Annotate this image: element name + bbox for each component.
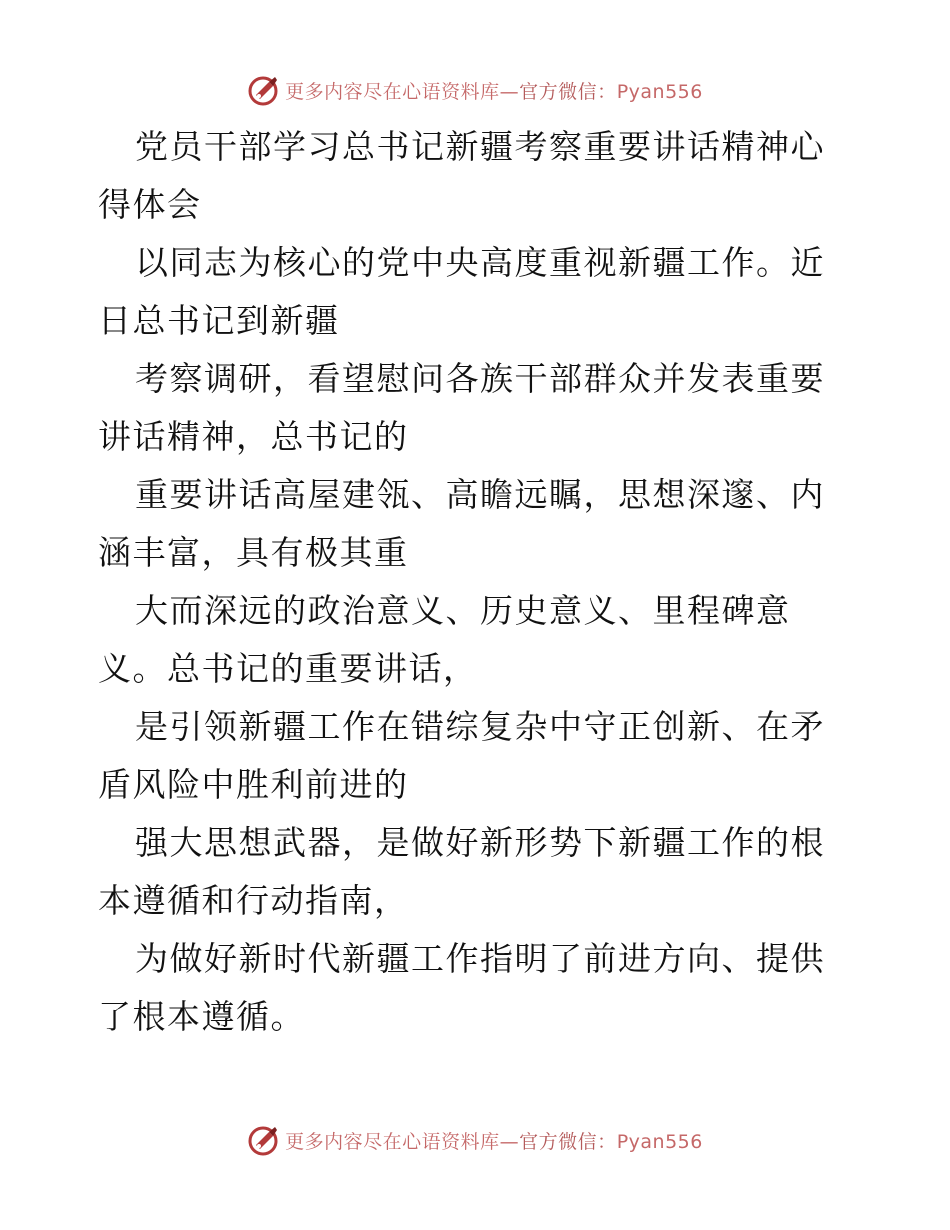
document-paragraph: 以同志为核心的党中央高度重视新疆工作。近日总书记到新疆 [98, 243, 825, 340]
watermark-site-text: 更多内容尽在心语资料库 [285, 80, 500, 103]
watermark-wechat-id: Pyan556 [616, 1130, 703, 1153]
document-title: 党员干部学习总书记新疆考察重要讲话精神心得体会 [98, 127, 825, 224]
watermark-text [285, 77, 703, 104]
document-paragraph: 考察调研，看望慰问各族干部群众并发表重要讲话精神，总书记的 [98, 359, 825, 456]
watermark-separator: — [499, 1130, 520, 1153]
footer-watermark [0, 1120, 950, 1160]
watermark-text [285, 1127, 703, 1154]
document-paragraph: 强大思想武器，是做好新形势下新疆工作的根本遵循和行动指南， [98, 823, 825, 920]
watermark-wechat-id: Pyan556 [616, 80, 703, 103]
header-watermark [0, 70, 950, 110]
watermark-separator: — [499, 80, 520, 103]
document-paragraph: 为做好新时代新疆工作指明了前进方向、提供了根本遵循。 [98, 939, 825, 1036]
pen-logo-icon [247, 73, 281, 107]
document-paragraph: 是引领新疆工作在错综复杂中守正创新、在矛盾风险中胜利前进的 [98, 707, 825, 804]
document-body [98, 118, 858, 1118]
watermark-wechat-label: 官方微信： [519, 80, 617, 103]
document-paragraph: 重要讲话高屋建瓴、高瞻远瞩，思想深邃、内涵丰富，具有极其重 [98, 475, 825, 572]
watermark-wechat-label: 官方微信： [519, 1130, 617, 1153]
document-paragraph: 大而深远的政治意义、历史意义、里程碑意义。总书记的重要讲话， [98, 591, 791, 688]
pen-logo-icon [247, 1123, 281, 1157]
watermark-site-text: 更多内容尽在心语资料库 [285, 1130, 500, 1153]
